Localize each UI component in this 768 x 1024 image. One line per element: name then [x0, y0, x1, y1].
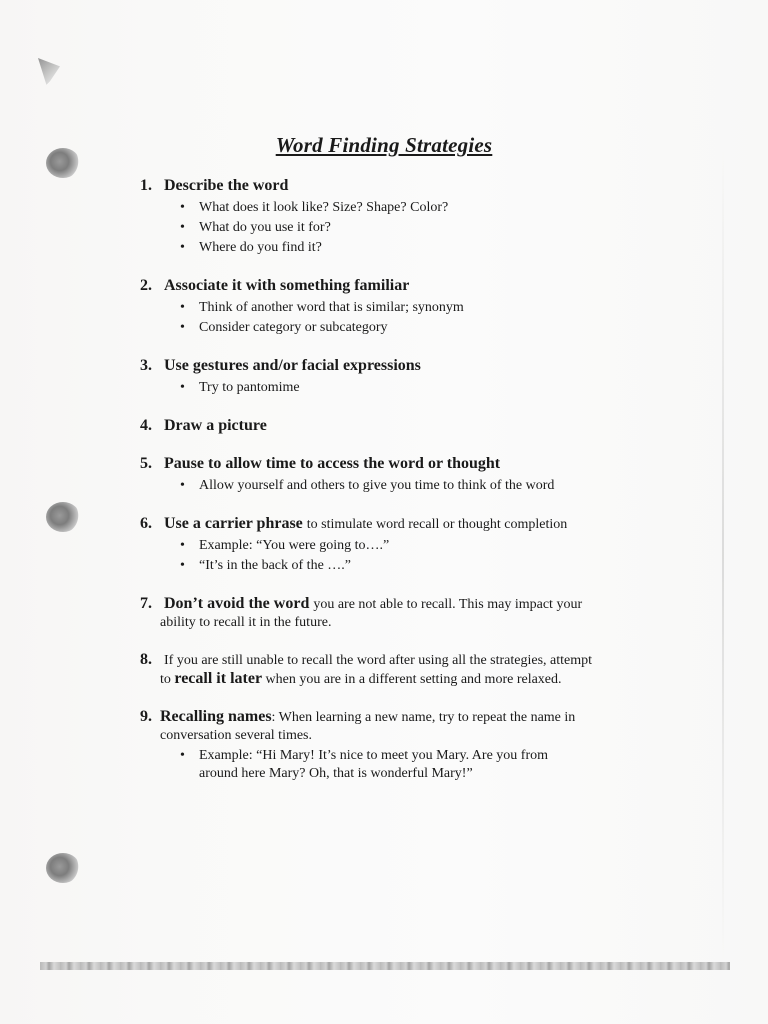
strategy-heading	[140, 707, 660, 727]
item-number: 8.	[140, 651, 152, 668]
bullet-text: Think of another word that is similar; synonym	[199, 300, 464, 315]
strategy-item-6	[140, 514, 660, 576]
document-title: Word Finding Strategies	[275, 133, 493, 157]
strategy-item-7	[140, 594, 660, 632]
item-number: 2.	[140, 277, 152, 294]
list-item	[178, 536, 660, 556]
continuation-text: ability to recall it in the future.	[160, 615, 332, 630]
bullet-icon: •	[180, 478, 185, 493]
bullet-text: Example: “You were going to….”	[199, 538, 390, 553]
heading-text: Describe the word	[164, 177, 289, 194]
continuation-text: when you are in a different setting and more relaxed.	[265, 672, 562, 687]
strategy-item-2	[140, 276, 660, 338]
punch-hole-bottom	[46, 853, 80, 883]
bullet-list	[140, 298, 660, 338]
list-item	[178, 556, 660, 576]
item-number: 7.	[140, 595, 152, 612]
list-item	[178, 378, 660, 398]
bullet-text: Where do you find it?	[199, 240, 322, 255]
bullet-icon: •	[180, 240, 185, 255]
strategy-heading	[140, 356, 660, 376]
bullet-list	[140, 747, 660, 783]
continuation-line	[140, 670, 660, 689]
item-number: 4.	[140, 417, 152, 434]
bullet-text: What does it look like? Size? Shape? Color?	[199, 200, 449, 215]
continuation-text: conversation several times.	[160, 728, 313, 743]
strategy-item-4	[140, 416, 660, 436]
bullet-icon: •	[180, 220, 185, 235]
scan-edge-strip	[40, 962, 730, 970]
strategy-item-9	[140, 707, 660, 783]
heading-text: Use a carrier phrase	[164, 515, 303, 532]
paper-edge	[722, 150, 724, 960]
item-number: 3.	[140, 357, 152, 374]
strategy-heading	[140, 650, 660, 670]
heading-text: Use gestures and/or facial expressions	[164, 357, 421, 374]
heading-rest-text: : When learning a new name, try to repeat the name in	[271, 710, 576, 725]
heading-rest-text: to stimulate word recall or thought completion	[306, 517, 568, 532]
list-item	[178, 238, 660, 258]
bullet-text: “It’s in the back of the ….”	[199, 558, 352, 573]
item-number: 6.	[140, 515, 152, 532]
bullet-icon: •	[180, 320, 185, 335]
bullet-list	[140, 536, 660, 576]
strategy-heading	[140, 454, 660, 474]
strategy-heading	[140, 514, 660, 534]
strategy-heading	[140, 176, 660, 196]
bullet-text: Example: “Hi Mary! It’s nice to meet you Mary. Are you from	[199, 748, 548, 763]
list-item	[178, 198, 660, 218]
strategy-heading	[140, 594, 660, 614]
heading-text: Associate it with something familiar	[164, 277, 410, 294]
heading-text: Recalling names	[160, 708, 272, 725]
list-item	[178, 747, 660, 783]
heading-rest-text: you are not able to recall. This may impact your	[313, 597, 583, 612]
bullet-icon: •	[180, 300, 185, 315]
strategy-heading	[140, 276, 660, 296]
heading-text: Don’t avoid the word	[164, 595, 310, 612]
bullet-text: Allow yourself and others to give you time to think of the word	[199, 478, 555, 493]
strategy-item-5	[140, 454, 660, 496]
bullet-icon: •	[180, 200, 185, 215]
bullet-text: around here Mary? Oh, that is wonderful Mary!”	[199, 766, 473, 781]
list-item	[178, 218, 660, 238]
continuation-text: to	[160, 672, 171, 687]
list-item	[178, 476, 660, 496]
item-number: 5.	[140, 455, 152, 472]
strategy-item-3	[140, 356, 660, 398]
heading-text: Pause to allow time to access the word or thought	[164, 455, 501, 472]
bullet-icon: •	[180, 748, 185, 763]
bullet-text: Consider category or subcategory	[199, 320, 388, 335]
bullet-icon: •	[180, 538, 185, 553]
item-number: 9.	[140, 708, 152, 725]
heading-text: Draw a picture	[164, 417, 267, 434]
bullet-text: Try to pantomime	[199, 380, 300, 395]
list-item	[178, 298, 660, 318]
punch-hole-middle	[46, 502, 80, 532]
strategy-item-1	[140, 176, 660, 258]
strategy-item-8	[140, 650, 660, 689]
item-text: If you are still unable to recall the word after using all the strategies, attempt	[164, 653, 593, 668]
bullet-text: What do you use it for?	[199, 220, 331, 235]
emphasis-text: recall it later	[174, 670, 263, 687]
strategy-list	[140, 176, 660, 801]
bullet-list	[140, 198, 660, 258]
bullet-icon: •	[180, 380, 185, 395]
bullet-list	[140, 378, 660, 398]
strategy-heading	[140, 416, 660, 436]
bullet-icon: •	[180, 558, 185, 573]
bullet-list	[140, 476, 660, 496]
item-number: 1.	[140, 177, 152, 194]
list-item	[178, 318, 660, 338]
